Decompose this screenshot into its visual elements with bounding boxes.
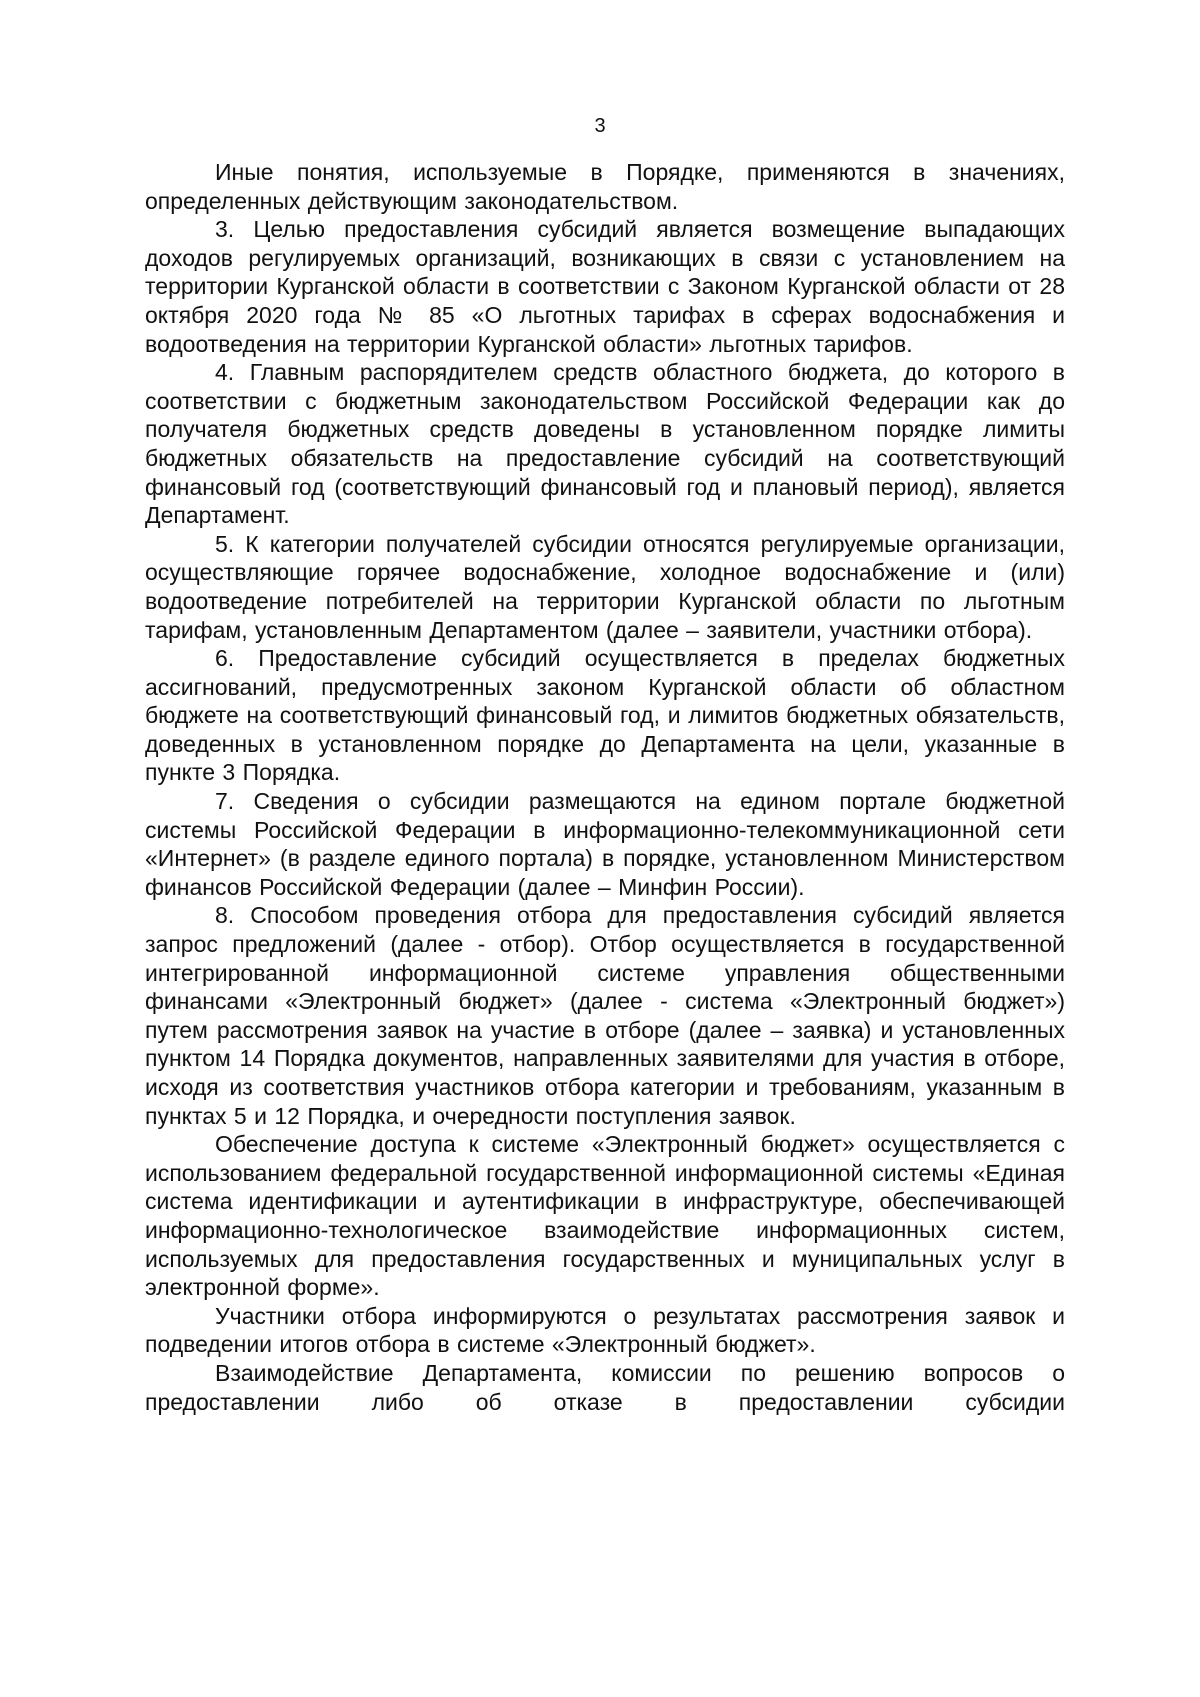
document-body	[145, 158, 1065, 1416]
paragraph-3-purpose: 3. Целью предоставления субсидий является возмещение выпадающих доходов регулируемых организаций, возникающих в связи с установлением на территории Курганской области в соответствии с Законом Курганской области от 28 октября 2020 года № 85 «О льготных тарифах в сферах водоснабжения и водоотведения на территории Курганской области» льготных тарифов.	[145, 216, 1065, 357]
paragraph-5-recipients: 5. К категории получателей субсидии относятся регулируемые организации, осуществляющие горячее водоснабжение, холодное водоснабжение и (или) водоотведение потребителей на территории Курганской области по льготным тарифам, установленным Департаментом (далее – заявители, участники отбора).	[145, 530, 1065, 643]
paragraph-system-access: Обеспечение доступа к системе «Электронный бюджет» осуществляется с использованием федеральной государственной информационной системы «Единая система идентификации и аутентификации в инфраструктуре, обеспечивающей информационно-технологическое взаимодействие информационных систем, используемых для предоставления государственных и муниципальных услуг в электронной форме».	[145, 1131, 1065, 1301]
page-number: 3	[594, 115, 606, 137]
paragraph-7-portal: 7. Сведения о субсидии размещаются на едином портале бюджетной системы Российской Федерации в информационно-телекоммуникационной сети «Интернет» (в разделе единого портала) в порядке, установленном Министерством финансов Российской Федерации (далее – Минфин России).	[145, 788, 1065, 900]
paragraph-definitions: Иные понятия, используемые в Порядке, применяются в значениях, определенных действующим законодательством.	[145, 159, 1065, 214]
paragraph-interaction: Взаимодействие Департамента, комиссии по решению вопросов о предоставлении либо об отказе в предоставлении субсидии	[145, 1359, 1065, 1415]
paragraph-8-selection: 8. Способом проведения отбора для предоставления субсидий является запрос предложений (далее - отбор). Отбор осуществляется в государственной интегрированной информационной системе управления общественными финансами «Электронный бюджет» (далее - система «Электронный бюджет») путем рассмотрения заявок на участие в отборе (далее – заявка) и установленных пунктом 14 Порядка документов, направленных заявителями для участия в отборе, исходя из соответствия участников отбора категории и требованиям, указанным в пунктах 5 и 12 Порядка, и очередности поступления заявок.	[145, 902, 1065, 1129]
paragraph-6-budget-limits: 6. Предоставление субсидий осуществляется в пределах бюджетных ассигнований, предусмотренных законом Курганской области об областном бюджете на соответствующий финансовый год, и лимитов бюджетных обязательств, доведенных в установленном порядке до Департамента на цели, указанные в пункте 3 Порядка.	[145, 645, 1065, 786]
paragraph-participants-informed: Участники отбора информируются о результатах рассмотрения заявок и подведении итогов отбора в системе «Электронный бюджет».	[145, 1302, 1065, 1358]
paragraph-4-main-manager: 4. Главным распорядителем средств областного бюджета, до которого в соответствии с бюджетным законодательством Российской Федерации как до получателя бюджетных средств доведены в установленном порядке лимиты бюджетных обязательств на предоставление субсидий на соответствующий финансовый год (соответствующий финансовый год и плановый период), является Департамент.	[145, 359, 1065, 529]
